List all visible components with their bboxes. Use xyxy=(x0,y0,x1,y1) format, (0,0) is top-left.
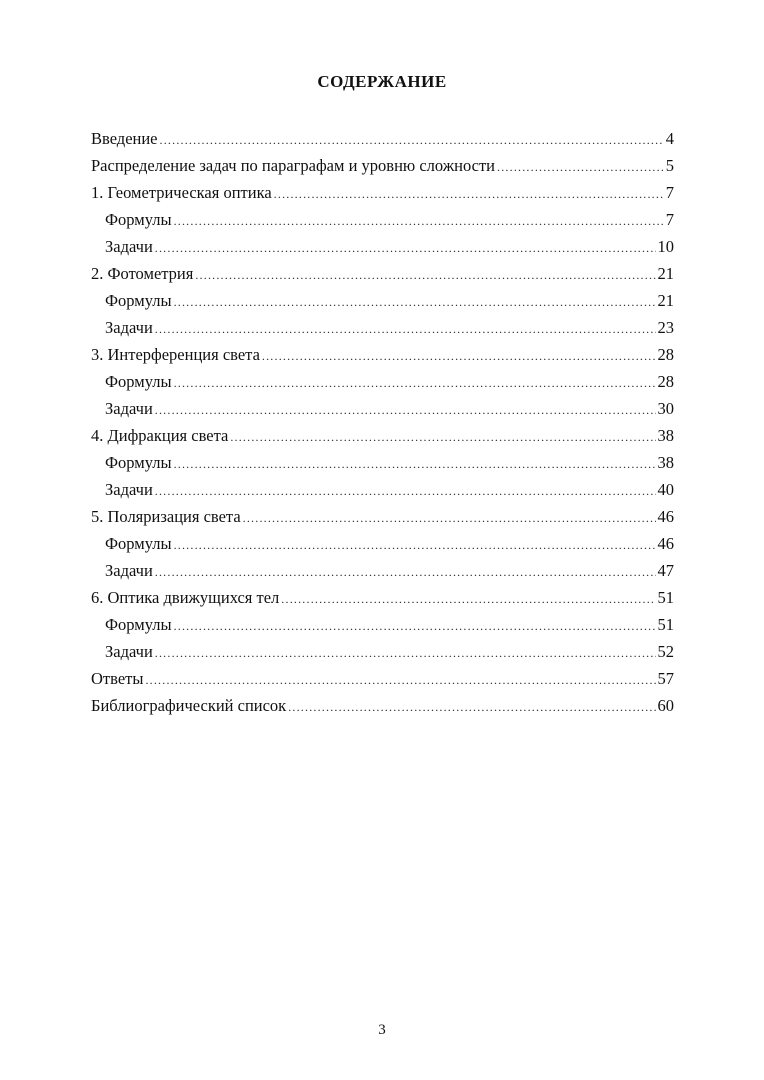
dot-leader xyxy=(155,316,656,341)
toc-entry-page: 7 xyxy=(665,183,674,202)
toc-subentry[interactable] xyxy=(91,449,674,476)
toc-entry-label: Формулы xyxy=(105,372,172,391)
toc-entry-label: Распределение задач по параграфам и уровню сложности xyxy=(91,156,496,175)
toc-entry-label: Задачи xyxy=(105,399,153,418)
page-title: СОДЕРЖАНИЕ xyxy=(317,72,447,91)
toc-entry-label: Формулы xyxy=(105,210,172,229)
dot-leader xyxy=(288,694,655,719)
toc-entry-page: 28 xyxy=(657,345,674,364)
toc-entry-page: 5 xyxy=(665,156,674,175)
toc-entry[interactable] xyxy=(91,665,674,692)
toc-entry-label: 4. Дифракция света xyxy=(91,426,229,445)
toc-entry-page: 47 xyxy=(657,561,674,580)
toc-subentry[interactable] xyxy=(91,206,674,233)
dot-leader xyxy=(155,640,656,665)
dot-leader xyxy=(174,532,656,557)
toc-entry-label: 1. Геометрическая оптика xyxy=(91,183,272,202)
toc-entry-label: Задачи xyxy=(105,480,153,499)
dot-leader xyxy=(155,559,656,584)
toc-entry-label: 3. Интерференция света xyxy=(91,345,260,364)
toc-entry-label: Ответы xyxy=(91,669,144,688)
toc-entry-label: Задачи xyxy=(105,561,153,580)
toc-entry-page: 23 xyxy=(657,318,674,337)
toc-subentry[interactable] xyxy=(91,611,674,638)
dot-leader xyxy=(155,478,656,503)
toc-entry-label: Задачи xyxy=(105,318,153,337)
dot-leader xyxy=(281,586,655,611)
dot-leader xyxy=(160,127,664,152)
toc-subentry[interactable] xyxy=(91,368,674,395)
toc-subentry[interactable] xyxy=(91,557,674,584)
toc-entry-label: Формулы xyxy=(105,291,172,310)
dot-leader xyxy=(243,505,656,530)
toc-entry-page: 4 xyxy=(665,129,674,148)
toc-subentry[interactable] xyxy=(91,233,674,260)
dot-leader xyxy=(174,289,656,314)
dot-leader xyxy=(174,370,656,395)
toc-entry-page: 40 xyxy=(657,480,674,499)
toc-entry[interactable] xyxy=(91,152,674,179)
toc-entry[interactable] xyxy=(91,692,674,719)
dot-leader xyxy=(155,235,656,260)
toc-entry-label: Введение xyxy=(91,129,158,148)
toc-entry[interactable] xyxy=(91,584,674,611)
toc-subentry[interactable] xyxy=(91,314,674,341)
dot-leader xyxy=(230,424,655,449)
toc-entry-label: 5. Поляризация света xyxy=(91,507,241,526)
dot-leader xyxy=(145,667,655,692)
toc-entry-page: 52 xyxy=(657,642,674,661)
toc-entry-page: 60 xyxy=(657,696,674,715)
dot-leader xyxy=(274,181,664,206)
toc-entry-label: Формулы xyxy=(105,534,172,553)
dot-leader xyxy=(174,451,656,476)
toc-entry-page: 38 xyxy=(657,426,674,445)
page-number: 3 xyxy=(378,1022,386,1038)
toc-entry-page: 7 xyxy=(665,210,674,229)
toc-subentry[interactable] xyxy=(91,395,674,422)
dot-leader xyxy=(174,613,656,638)
dot-leader xyxy=(497,154,664,179)
toc-subentry[interactable] xyxy=(91,287,674,314)
toc-entry[interactable] xyxy=(91,179,674,206)
toc-entry-label: 2. Фотометрия xyxy=(91,264,194,283)
toc-entry-label: Задачи xyxy=(105,237,153,256)
toc-entry[interactable] xyxy=(91,260,674,287)
toc-entry-page: 30 xyxy=(657,399,674,418)
toc-entry-label: 6. Оптика движущихся тел xyxy=(91,588,280,607)
toc-entry-label: Формулы xyxy=(105,615,172,634)
toc-entry-page: 28 xyxy=(657,372,674,391)
toc-entry-page: 38 xyxy=(657,453,674,472)
toc-entry[interactable] xyxy=(91,503,674,530)
toc-entry[interactable] xyxy=(91,341,674,368)
toc-entry-label: Формулы xyxy=(105,453,172,472)
toc-entry-label: Библиографический список xyxy=(91,696,287,715)
toc-subentry[interactable] xyxy=(91,638,674,665)
dot-leader xyxy=(174,208,664,233)
toc-subentry[interactable] xyxy=(91,476,674,503)
toc-entry-page: 10 xyxy=(657,237,674,256)
toc-entry-page: 21 xyxy=(657,291,674,310)
toc-entry-page: 46 xyxy=(657,507,674,526)
toc-entry[interactable] xyxy=(91,422,674,449)
toc-entry-page: 51 xyxy=(657,588,674,607)
toc-entry-page: 21 xyxy=(657,264,674,283)
dot-leader xyxy=(155,397,656,422)
toc-entry-page: 46 xyxy=(657,534,674,553)
toc-entry[interactable] xyxy=(91,125,674,152)
toc-entry-label: Задачи xyxy=(105,642,153,661)
dot-leader xyxy=(262,343,656,368)
toc-subentry[interactable] xyxy=(91,530,674,557)
toc-entry-page: 51 xyxy=(657,615,674,634)
table-of-contents xyxy=(91,125,674,719)
dot-leader xyxy=(195,262,655,287)
toc-entry-page: 57 xyxy=(657,669,674,688)
